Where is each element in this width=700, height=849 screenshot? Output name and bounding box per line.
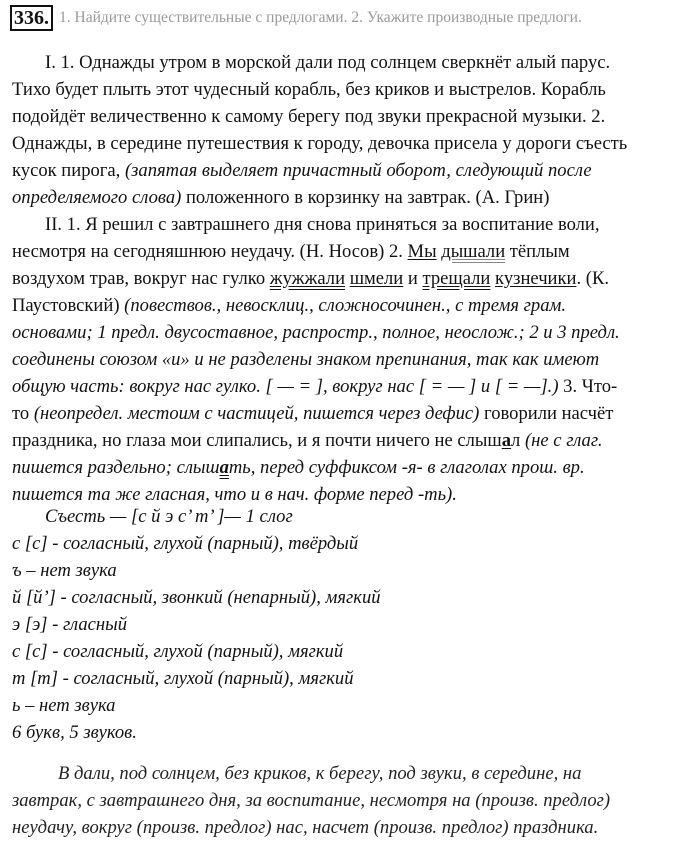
italic-comment: неудачу, вокруг (произв. предлог) нас, насчет (произв. предлог) праздника. (12, 817, 599, 838)
text-line (12, 692, 698, 719)
text-segment: 3. Что- (558, 376, 618, 397)
italic-comment: В дали, под солнцем, без криков, к берегу, под звуки, в середине, на (58, 763, 582, 784)
italic-comment: Съесть — [с й э с’ т’ ]— 1 слог (45, 506, 293, 527)
text-line (12, 427, 698, 454)
italic-comment: ь – нет звука (12, 695, 116, 716)
text-segment: то (12, 403, 34, 424)
marked-word: трещали (422, 268, 491, 289)
text-segment: тёплым (505, 241, 570, 262)
italic-comment: (повествов., невосклиц., сложносочинен., с тремя грам. (124, 295, 567, 316)
italic-comment: с [с] - согласный, глухой (парный), мягкий (12, 641, 344, 662)
text-segment: говорили насчёт (479, 403, 614, 424)
text-segment: л (511, 430, 525, 451)
marked-word: шмели (349, 268, 404, 289)
italic-comment: пишется раздельно; слыш (12, 457, 220, 478)
text-segment: воздухом трав, вокруг нас гулко (12, 268, 270, 289)
italic-comment: ть, перед суффиксом -я- в глаголах прош. вр. (228, 457, 585, 478)
exercise-task: 1. Найдите существительные с предлогами. 2. Укажите производные предлоги. (59, 9, 582, 26)
text-line (12, 49, 698, 76)
exercise-header (10, 5, 582, 31)
text-line (12, 611, 698, 638)
text-line (12, 530, 698, 557)
text-line (12, 238, 698, 265)
text-line (12, 157, 698, 184)
sentence-analysis (12, 49, 698, 508)
text-segment: несмотря на сегодняшнюю неудачу. (Н. Носов) 2. (12, 241, 408, 262)
text-line (12, 787, 698, 814)
exercise-number: 336. (10, 5, 53, 31)
italic-comment: (запятая выделяет причастный оборот, следующий после (124, 160, 592, 181)
text-line (12, 103, 698, 130)
text-segment: . (К. (576, 268, 610, 289)
prepositions-answer (12, 760, 698, 841)
text-line (12, 814, 698, 841)
text-segment: подойдёт величественно к самому берегу под звуки прекрасной музыки. 2. (12, 106, 606, 127)
text-line (12, 719, 698, 746)
text-segment: Однажды, в середине путешествия к городу, девочка присела у дороги съесть (12, 133, 628, 154)
text-line (12, 373, 698, 400)
text-line (12, 130, 698, 157)
text-segment: I. 1. Однажды утром в морской дали под солнцем сверкнёт алый парус. (45, 52, 611, 73)
italic-comment: пишется та же гласная, что и в нач. форме перед -ть). (12, 484, 457, 505)
marked-word: жужжали (269, 268, 346, 289)
marked-word: кузнечики (495, 268, 577, 289)
italic-comment: й [й’] - согласный, звонкий (непарный), мягкий (12, 587, 381, 608)
text-segment: положенного в корзинку на завтрак. (А. Грин) (181, 187, 550, 208)
text-line (12, 265, 698, 292)
text-line (12, 346, 698, 373)
text-segment: Тихо будет плыть этот чудесный корабль, без криков и выстрелов. Корабль (12, 79, 606, 100)
text-segment: Паустовский) (12, 295, 125, 316)
text-line (12, 76, 698, 103)
text-line (12, 454, 698, 481)
marked-word: а (501, 430, 512, 451)
answer-body (12, 49, 698, 841)
marked-word: дышали (441, 241, 506, 262)
marked-word: Мы (407, 241, 437, 262)
text-line (12, 292, 698, 319)
italic-comment: общую часть: вокруг нас гулко. [ — = ], вокруг нас [ = — ] и [ = —].) (12, 376, 559, 397)
text-line (12, 211, 698, 238)
text-segment: праздника, но глаза мои слипались, и я почти ничего не слыш (12, 430, 502, 451)
italic-comment: ъ – нет звука (12, 560, 117, 581)
marked-word: а (219, 457, 229, 478)
italic-comment: (неопредел. местоим с частицей, пишется через дефис) (33, 403, 480, 424)
text-line (12, 319, 698, 346)
text-line (12, 760, 698, 787)
text-line (12, 400, 698, 427)
italic-comment: 6 букв, 5 звуков. (12, 722, 137, 743)
italic-comment: основами; 1 предл. двусоставное, распростр., полное, неослож.; 2 и 3 предл. (12, 322, 620, 343)
italic-comment: т [т] - согласный, глухой (парный), мягкий (12, 668, 354, 689)
text-segment: II. 1. Я решил с завтрашнего дня снова приняться за воспитание воли, (45, 214, 600, 235)
italic-comment: соединены союзом «и» и не разделены знаком препинания, так как имеют (12, 349, 600, 370)
italic-comment: завтрак, с завтрашнего дня, за воспитание, несмотря на (произв. предлог) (12, 790, 611, 811)
text-line (12, 665, 698, 692)
phonetic-analysis (12, 503, 698, 746)
text-segment: и (403, 268, 423, 289)
italic-comment: определяемого слова) (12, 187, 182, 208)
text-line (12, 584, 698, 611)
text-line (12, 557, 698, 584)
italic-comment: с [с] - согласный, глухой (парный), твёрдый (12, 533, 359, 554)
text-line (12, 638, 698, 665)
text-line (12, 184, 698, 211)
italic-comment: (не с глаг. (524, 430, 603, 451)
text-segment: кусок пирога, (12, 160, 125, 181)
italic-comment: э [э] - гласный (12, 614, 128, 635)
